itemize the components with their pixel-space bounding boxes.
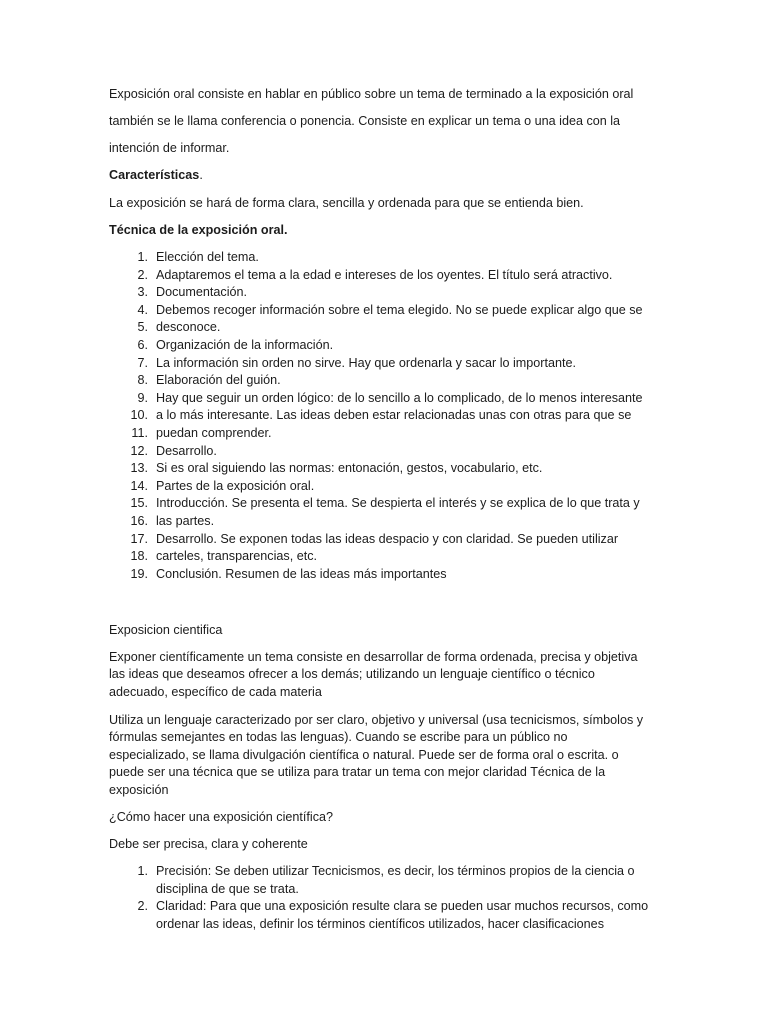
list-item-text: Elaboración del guión.: [156, 373, 281, 388]
list-item-text: puedan comprender.: [156, 425, 272, 440]
list-item-number: 8.: [137, 373, 148, 388]
list-item-number: 9.: [137, 390, 148, 405]
list-item-number: 1.: [137, 864, 148, 878]
list-item-text: Elección del tema.: [156, 250, 259, 264]
list-item-number: 5.: [137, 320, 148, 335]
tecnica-list-item: [0, 425, 768, 443]
tecnica-list-item: [0, 478, 768, 496]
list-item-text: Conclusión. Resumen de las ideas más importantes: [156, 566, 447, 581]
list-item-number: 4.: [137, 302, 148, 317]
cientifica-p1-line-1: Exponer científicamente un tema consiste en desarrollar de forma ordenada, precisa y objetiva: [109, 650, 638, 664]
list-item-text: las partes.: [156, 513, 215, 528]
list-item-text: Desarrollo.: [156, 443, 217, 458]
list-item-number: 15.: [130, 496, 148, 511]
list-item-text: Adaptaremos el tema a la edad e intereses de los oyentes. El título será atractivo.: [156, 267, 613, 282]
tecnica-list-item: [0, 548, 768, 566]
tecnica-list-item: [0, 372, 768, 390]
list-item-text-continued: disciplina de que se trata.: [156, 881, 299, 896]
list-item-number: 1.: [137, 250, 148, 264]
cientifica-list-item: [0, 864, 768, 899]
tecnica-list-item: [0, 407, 768, 425]
list-item-number: 13.: [130, 461, 148, 476]
list-item-text: Organización de la información.: [156, 337, 334, 352]
cientifica-p2-line-3: especializado, se llama divulgación científica o natural. Puede ser de forma oral o escrita. o: [109, 748, 619, 762]
list-item-text: Claridad: Para que una exposición resulte clara se pueden usar muchos recursos, como: [156, 899, 649, 913]
list-item-text-continued: ordenar las ideas, definir los términos científicos utilizados, hacer clasificaciones: [156, 916, 604, 931]
list-item-number: 2.: [137, 899, 148, 913]
tecnica-list-item: [0, 495, 768, 513]
tecnica-list-item: [0, 460, 768, 478]
tecnica-heading: Técnica de la exposición oral.: [109, 223, 288, 237]
list-item-number: 12.: [130, 443, 148, 458]
list-item-number: 17.: [130, 531, 148, 546]
list-item-text: Desarrollo. Se exponen todas las ideas despacio y con claridad. Se pueden utilizar: [156, 531, 619, 546]
list-item-number: 19.: [130, 566, 148, 581]
cientifica-p2-line-1: Utiliza un lenguaje caracterizado por ser claro, objetivo y universal (usa tecnicismos, símbolos y: [109, 713, 644, 727]
list-item-number: 7.: [137, 355, 148, 370]
list-item-number: 14.: [130, 478, 148, 493]
caracteristicas-text: La exposición se hará de forma clara, sencilla y ordenada para que se entienda bien.: [109, 196, 584, 210]
list-item-text: desconoce.: [156, 320, 221, 335]
list-item-text: Debemos recoger información sobre el tema elegido. No se puede explicar algo que se: [156, 302, 643, 317]
tecnica-list-item: [0, 355, 768, 373]
list-item-text: La información sin orden no sirve. Hay que ordenarla y sacar lo importante.: [156, 355, 577, 370]
list-item-text: Introducción. Se presenta el tema. Se despierta el interés y se explica de lo que trata y: [156, 496, 640, 511]
cientifica-list: [0, 864, 768, 934]
list-item-number: 16.: [130, 513, 148, 528]
caracteristicas-heading: [109, 167, 203, 185]
intro-line-3: intención de informar.: [109, 141, 230, 155]
cientifica-list-item: [0, 899, 768, 934]
intro-line-2: también se le llama conferencia o ponencia. Consiste en explicar un tema o una idea con la: [109, 114, 621, 128]
cientifica-p2-line-4: puede ser una técnica que se utiliza para tratar un tema con mejor claridad Técnica de la: [109, 765, 606, 779]
list-item-number: 18.: [130, 549, 148, 564]
cientifica-answer: Debe ser precisa, clara y coherente: [109, 837, 308, 851]
list-item-text: Partes de la exposición oral.: [156, 478, 315, 493]
cientifica-p2-line-5: exposición: [109, 783, 169, 797]
list-item-number: 11.: [131, 425, 148, 440]
list-item-text: Precisión: Se deben utilizar Tecnicismos, es decir, los términos propios de la ciencia o: [156, 864, 635, 878]
tecnica-list-item: [0, 284, 768, 302]
tecnica-list-item: [0, 319, 768, 337]
caracteristicas-heading-period: .: [199, 168, 203, 182]
list-item-text: Si es oral siguiendo las normas: entonación, gestos, vocabulario, etc.: [156, 461, 543, 476]
tecnica-list-item: [0, 390, 768, 408]
tecnica-list-item: [0, 443, 768, 461]
tecnica-list-item: [0, 302, 768, 320]
list-item-text: carteles, transparencias, etc.: [156, 549, 317, 564]
tecnica-list-item: [0, 531, 768, 549]
caracteristicas-heading-text: Características: [109, 168, 200, 182]
cientifica-p1-line-2: las ideas que deseamos ofrecer a los demás; utilizando un lenguaje científico o técnico: [109, 667, 595, 681]
list-item-number: 2.: [137, 267, 148, 282]
list-item-number: 10.: [130, 408, 148, 423]
list-item-number: 3.: [137, 285, 148, 300]
intro-line-1: Exposición oral consiste en hablar en público sobre un tema de terminado a la exposición oral: [109, 87, 634, 101]
list-item-text: Documentación.: [156, 285, 248, 300]
tecnica-list-item: [0, 513, 768, 531]
list-item-text: Hay que seguir un orden lógico: de lo sencillo a lo complicado, de lo menos interesante: [156, 390, 643, 405]
cientifica-heading: Exposicion cientifica: [109, 623, 223, 637]
cientifica-question: ¿Cómo hacer una exposición científica?: [109, 810, 334, 824]
cientifica-p1-line-3: adecuado, específico de cada materia: [109, 685, 322, 699]
tecnica-list: [0, 249, 768, 583]
tecnica-list-item: [0, 249, 768, 267]
list-item-number: 6.: [137, 337, 148, 352]
tecnica-list-item: [0, 267, 768, 285]
cientifica-p2-line-2: fórmulas semejantes en todas las lenguas). Cuando se escribe para un público no: [109, 730, 568, 744]
list-item-text: a lo más interesante. Las ideas deben estar relacionadas unas con otras para que se: [156, 408, 632, 423]
tecnica-list-item: [0, 566, 768, 584]
tecnica-list-item: [0, 337, 768, 355]
